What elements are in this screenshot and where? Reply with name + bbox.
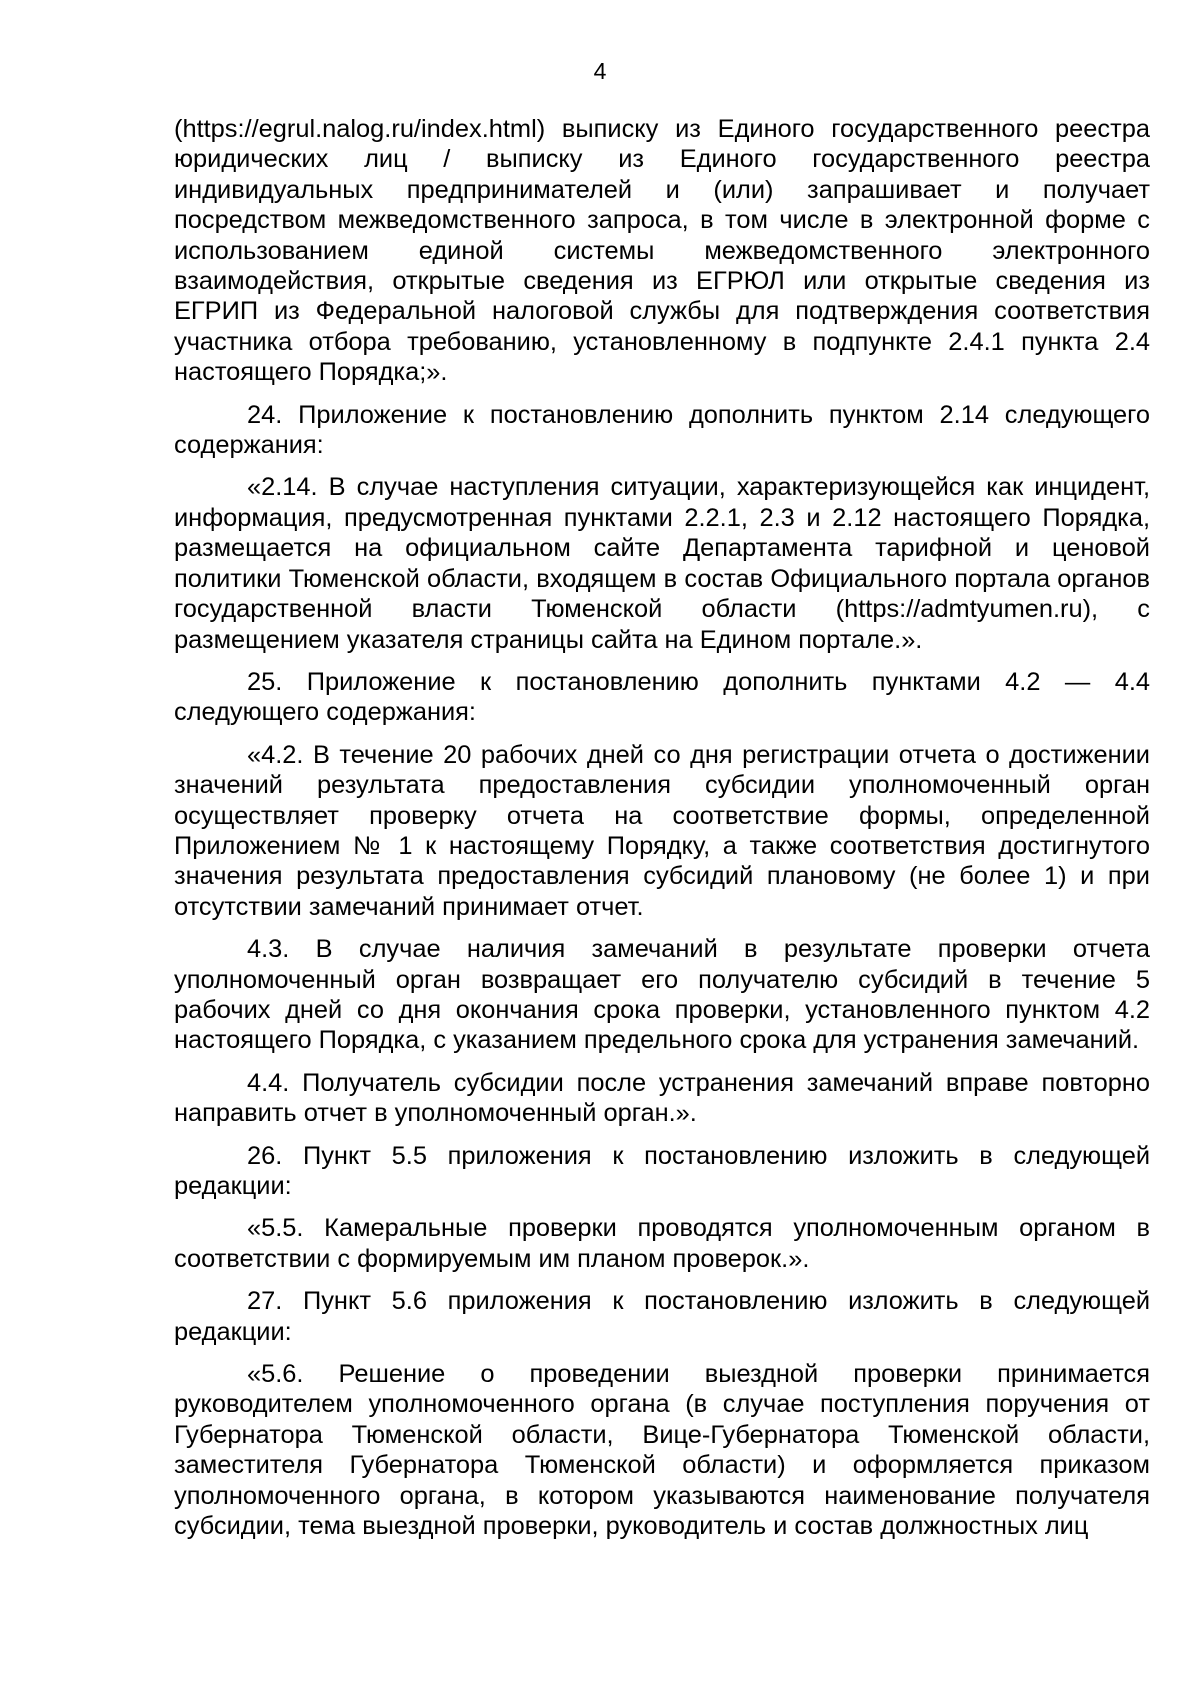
page-number: 4 [593, 58, 607, 84]
paragraph-clause-5-6: «5.6. Решение о проведении выездной проверки принимается руководителем уполномоченного органа (в случае поступления поручения от Губернатора Тюменской области, Вице-Губернатора Тюменской области, заместителя Губернатора Тюменской области) и оформляется приказом уполномоченного органа, в котором указываются наименование получателя субсидии, тема выездной проверки, руководитель и состав должностных лиц [174, 1360, 1150, 1541]
paragraph-clause-4-4: 4.4. Получатель субсидии после устранения замечаний вправе повторно направить отчет в уполномоченный орган.». [174, 1068, 1150, 1128]
paragraph-item-25: 25. Приложение к постановлению дополнить пунктами 4.2 — 4.4 следующего содержания: [174, 667, 1150, 727]
paragraph-continuation-egrul: (https://egrul.nalog.ru/index.html) выписку из Единого государственного реестра юридических лиц / выписку из Единого государственного реестра индивидуальных предпринимателей и (или) запрашивает и получает посредством межведомственного запроса, в том числе в электронной форме с использованием единой системы межведомственного электронного взаимодействия, открытые сведения из ЕГРЮЛ или открытые сведения из ЕГРИП из Федеральной налоговой службы для подтверждения соответствия участника отбора требованию, установленному в подпункте 2.4.1 пункта 2.4 настоящего Порядка;». [174, 115, 1150, 387]
paragraph-clause-5-5: «5.5. Камеральные проверки проводятся уполномоченным органом в соответствии с формируемым им планом проверок.». [174, 1214, 1150, 1273]
paragraph-clause-4-2: «4.2. В течение 20 рабочих дней со дня регистрации отчета о достижении значений результата предоставления субсидии уполномоченный орган осуществляет проверку отчета на соответствие формы, определенной Приложением № 1 к настоящему Порядку, а также соответствия достигнутого значения результата предоставления субсидий плановому (не более 1) и при отсутствии замечаний принимает отчет. [174, 740, 1150, 921]
paragraph-item-26: 26. Пункт 5.5 приложения к постановлению изложить в следующей редакции: [174, 1141, 1150, 1200]
paragraph-clause-4-3: 4.3. В случае наличия замечаний в результате проверки отчета уполномоченный орган возвращает его получателю субсидий в течение 5 рабочих дней со дня окончания срока проверки, установленного пунктом 4.2 настоящего Порядка, с указанием предельного срока для устранения замечаний. [174, 935, 1150, 1055]
paragraph-clause-2-14: «2.14. В случае наступления ситуации, характеризующейся как инцидент, информация, предусмотренная пунктами 2.2.1, 2.3 и 2.12 настоящего Порядка, размещается на официальном сайте Департамента тарифной и ценовой политики Тюменской области, входящем в состав Официального портала органов государственной власти Тюменской области (https://admtyumen.ru), с размещением указателя страницы сайта на Едином портале.». [174, 473, 1150, 654]
document-body [174, 114, 1150, 1541]
paragraph-item-27: 27. Пункт 5.6 приложения к постановлению изложить в следующей редакции: [174, 1287, 1150, 1346]
paragraph-item-24: 24. Приложение к постановлению дополнить пунктом 2.14 следующего содержания: [174, 400, 1150, 460]
